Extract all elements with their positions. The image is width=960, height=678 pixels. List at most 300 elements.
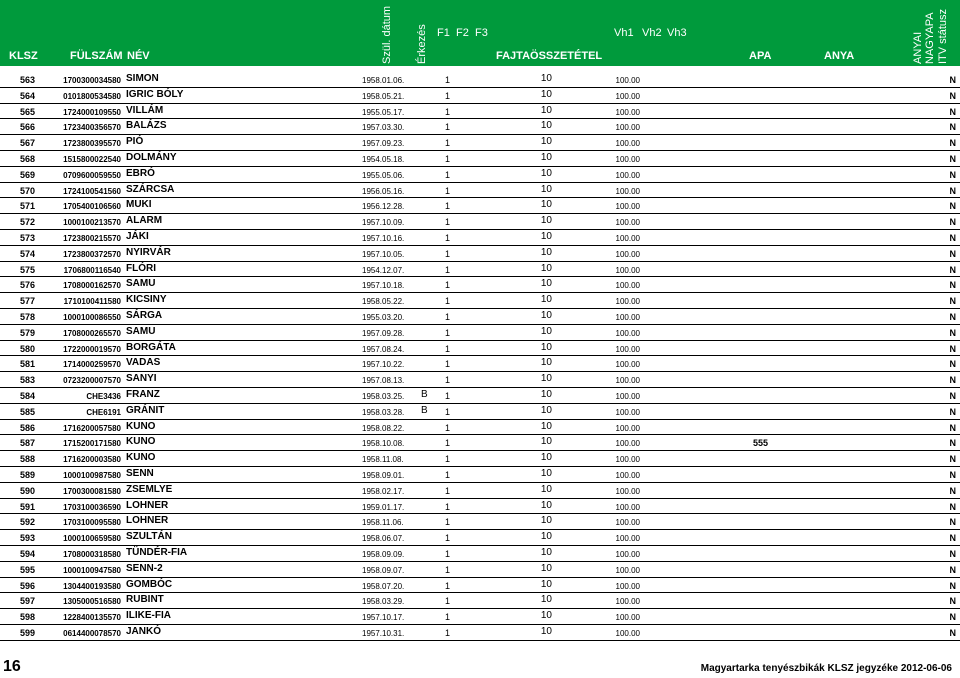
table-row	[0, 562, 960, 578]
table-row	[0, 499, 960, 515]
table-row	[0, 467, 960, 483]
table-row	[0, 404, 960, 420]
cell-szul-datum: 1957.10.22.	[362, 360, 405, 370]
cell-percent: 100.00	[615, 170, 640, 180]
cell-fulszam: 1000100987580	[63, 470, 121, 480]
cell-f1: 1	[444, 217, 450, 228]
cell-nev: KUNO	[126, 452, 156, 464]
cell-itv: N	[949, 201, 956, 212]
cell-fajta: 10	[540, 73, 552, 84]
cell-nev: NYIRVÁR	[126, 246, 171, 258]
cell-fajta: 10	[540, 151, 552, 163]
header-vh3: Vh3	[667, 27, 687, 39]
cell-f1: 1	[444, 485, 450, 496]
cell-f1: 1	[444, 248, 450, 259]
cell-f1: 1	[444, 501, 450, 512]
cell-f1: 1	[444, 596, 450, 607]
cell-fulszam: 0101800534580	[63, 91, 121, 101]
table-row	[0, 104, 960, 120]
cell-percent: 100.00	[615, 597, 640, 607]
cell-seq: 588	[19, 454, 35, 465]
table-row	[0, 72, 960, 88]
cell-percent: 100.00	[615, 265, 640, 275]
table-row	[0, 325, 960, 341]
cell-fulszam: 1705400106560	[63, 202, 121, 212]
cell-szul-datum: 1958.09.01.	[362, 470, 405, 480]
cell-seq: 583	[19, 375, 35, 386]
cell-itv: N	[949, 627, 956, 638]
cell-fajta: 10	[540, 199, 552, 211]
cell-f1: 1	[444, 406, 450, 417]
cell-itv: N	[949, 296, 956, 307]
cell-f1: 1	[444, 327, 450, 338]
cell-fulszam: 1703100095580	[63, 518, 121, 528]
cell-seq: 573	[19, 232, 35, 243]
cell-f1: 1	[444, 517, 450, 528]
cell-szul-datum: 1958.09.09.	[362, 549, 405, 559]
cell-percent: 100.00	[615, 218, 640, 228]
table-row	[0, 609, 960, 625]
cell-f1: 1	[444, 612, 450, 623]
header-fulszam: FÜLSZÁM	[70, 50, 123, 62]
cell-szul-datum: 1955.05.06.	[362, 170, 405, 180]
cell-nev: SENN	[126, 467, 154, 479]
cell-itv: N	[949, 517, 956, 528]
table-row	[0, 262, 960, 278]
cell-percent: 100.00	[615, 455, 640, 465]
cell-seq: 591	[19, 501, 35, 512]
cell-f1: 1	[444, 375, 450, 386]
table-row	[0, 514, 960, 530]
cell-szul-datum: 1957.08.24.	[362, 344, 405, 354]
cell-f1: 1	[444, 75, 450, 85]
cell-itv: N	[949, 406, 956, 417]
cell-itv: N	[949, 138, 956, 149]
cell-percent: 100.00	[615, 407, 640, 417]
cell-szul-datum: 1957.09.23.	[362, 139, 405, 149]
cell-itv: N	[949, 548, 956, 559]
cell-itv: N	[949, 343, 956, 354]
cell-itv: N	[949, 185, 956, 196]
cell-seq: 578	[19, 311, 35, 322]
table-row	[0, 277, 960, 293]
table-row	[0, 356, 960, 372]
cell-szul-datum: 1956.05.16.	[362, 186, 405, 196]
cell-itv: N	[949, 264, 956, 275]
table-row	[0, 167, 960, 183]
cell-szul-datum: 1958.02.17.	[362, 486, 405, 496]
cell-szul-datum: 1958.06.07.	[362, 534, 405, 544]
header-f1: F1	[437, 27, 450, 39]
cell-fulszam: 1716200057580	[63, 423, 121, 433]
cell-percent: 100.00	[615, 328, 640, 338]
cell-szul-datum: 1955.05.17.	[362, 107, 405, 117]
cell-itv: N	[949, 169, 956, 180]
cell-fulszam: CHE6191	[86, 407, 121, 417]
cell-percent: 100.00	[615, 76, 640, 85]
cell-fulszam: 1724000109550	[63, 107, 121, 117]
table-row	[0, 183, 960, 199]
cell-nev: GOMBÓC	[126, 578, 173, 590]
cell-szul-datum: 1958.09.07.	[362, 565, 405, 575]
cell-fulszam: 0723200007570	[63, 376, 121, 386]
cell-itv: N	[949, 327, 956, 338]
cell-seq: 565	[19, 106, 35, 117]
cell-f1: 1	[444, 122, 450, 133]
cell-nev: ZSEMLYE	[126, 483, 173, 495]
cell-itv: N	[949, 311, 956, 322]
cell-fajta: 10	[540, 467, 552, 479]
cell-fulszam: 0614400078570	[63, 628, 121, 638]
cell-nev: BALÁZS	[126, 120, 167, 132]
cell-seq: 563	[19, 75, 35, 85]
cell-nev: SANYI	[126, 373, 157, 385]
cell-percent: 100.00	[615, 154, 640, 164]
table-row	[0, 341, 960, 357]
table-row	[0, 388, 960, 404]
cell-szul-datum: 1958.08.22.	[362, 423, 405, 433]
cell-fajta: 10	[540, 167, 552, 179]
cell-nev: FLÓRI	[126, 262, 156, 274]
cell-fulszam: CHE3436	[86, 391, 121, 401]
cell-itv: N	[949, 280, 956, 291]
table-row	[0, 530, 960, 546]
cell-szul-datum: 1957.03.30.	[362, 123, 405, 133]
cell-nev: IGRIC BÓLY	[126, 88, 184, 100]
cell-nev: VILLÁM	[126, 104, 164, 116]
cell-percent: 100.00	[615, 439, 640, 449]
cell-nev: ALARM	[126, 215, 163, 227]
cell-fulszam: 1228400135570	[63, 613, 121, 623]
cell-szul-datum: 1958.10.08.	[362, 439, 405, 449]
cell-seq: 596	[19, 580, 35, 591]
cell-seq: 586	[19, 422, 35, 433]
cell-nev: KICSINY	[126, 294, 167, 306]
cell-fulszam: 1305000516580	[63, 597, 121, 607]
cell-nev: SZÁRCSA	[126, 183, 175, 195]
cell-percent: 100.00	[615, 360, 640, 370]
cell-seq: 567	[19, 138, 35, 149]
cell-f1: 1	[444, 627, 450, 638]
table-row	[0, 483, 960, 499]
cell-seq: 572	[19, 217, 35, 228]
cell-nev: RUBINT	[126, 594, 164, 606]
cell-seq: 599	[19, 627, 35, 638]
cell-fulszam: 1706800116540	[63, 265, 121, 275]
table-row	[0, 88, 960, 104]
cell-szul-datum: 1956.12.28.	[362, 202, 405, 212]
cell-szul-datum: 1957.10.05.	[362, 249, 405, 259]
cell-fajta: 10	[540, 610, 552, 622]
cell-fulszam: 1000100659580	[63, 534, 121, 544]
cell-percent: 100.00	[615, 91, 640, 101]
cell-fulszam: 1723800372570	[63, 249, 121, 259]
cell-f1: 1	[444, 454, 450, 465]
cell-seq: 571	[19, 201, 35, 212]
header-nev: NÉV	[127, 50, 150, 62]
cell-nev: KUNO	[126, 436, 156, 448]
cell-percent: 100.00	[615, 549, 640, 559]
cell-szul-datum: 1954.05.18.	[362, 154, 405, 164]
cell-f1: 1	[444, 90, 450, 101]
cell-fajta: 10	[540, 483, 552, 495]
cell-apa: 555	[752, 438, 768, 449]
cell-fulszam: 1708000162570	[63, 281, 121, 291]
cell-seq: 594	[19, 548, 35, 559]
cell-fajta: 10	[540, 230, 552, 242]
cell-szul-datum: 1957.10.17.	[362, 613, 405, 623]
table-row	[0, 198, 960, 214]
cell-percent: 100.00	[615, 518, 640, 528]
cell-itv: N	[949, 469, 956, 480]
cell-nev: LOHNER	[126, 499, 169, 511]
cell-seq: 569	[19, 169, 35, 180]
cell-fulszam: 1723800215570	[63, 233, 121, 243]
table-row	[0, 593, 960, 609]
cell-szul-datum: 1958.11.08.	[362, 455, 404, 465]
table-row	[0, 309, 960, 325]
cell-f1: 1	[444, 548, 450, 559]
cell-percent: 100.00	[615, 281, 640, 291]
cell-fajta: 10	[540, 388, 552, 400]
cell-seq: 568	[19, 153, 35, 164]
cell-itv: N	[949, 501, 956, 512]
cell-fulszam: 1716200003580	[63, 455, 121, 465]
cell-nev: GRÁNIT	[126, 404, 165, 416]
cell-f1: 1	[444, 422, 450, 433]
cell-percent: 100.00	[615, 613, 640, 623]
cell-percent: 100.00	[615, 202, 640, 212]
cell-itv: N	[949, 454, 956, 465]
cell-fajta: 10	[540, 294, 552, 306]
cell-percent: 100.00	[615, 423, 640, 433]
cell-fajta: 10	[540, 531, 552, 543]
cell-nev: VADAS	[126, 357, 161, 369]
cell-seq: 564	[19, 90, 35, 101]
cell-percent: 100.00	[615, 139, 640, 149]
cell-szul-datum: 1958.07.20.	[362, 581, 405, 591]
table-row	[0, 151, 960, 167]
cell-fajta: 10	[540, 215, 552, 227]
cell-nev: SAMU	[126, 325, 156, 337]
cell-percent: 100.00	[615, 534, 640, 544]
cell-fajta: 10	[540, 546, 552, 558]
cell-percent: 100.00	[615, 233, 640, 243]
cell-szul-datum: 1957.10.18.	[362, 281, 405, 291]
cell-itv: N	[949, 390, 956, 401]
cell-seq: 584	[19, 390, 35, 401]
table-row	[0, 214, 960, 230]
cell-f1: 1	[444, 580, 450, 591]
cell-fulszam: 1708000318580	[63, 549, 121, 559]
cell-nev: JÁKI	[126, 230, 149, 242]
cell-fajta: 10	[540, 578, 552, 590]
cell-f1: 1	[444, 296, 450, 307]
cell-fulszam: 1710100411580	[63, 297, 121, 307]
cell-f1: 1	[444, 169, 450, 180]
cell-erkezes: B	[421, 404, 428, 416]
cell-itv: N	[949, 75, 956, 85]
cell-f1: 1	[444, 469, 450, 480]
cell-fulszam: 1700300081580	[63, 486, 121, 496]
cell-nev: SAMU	[126, 278, 156, 290]
cell-itv: N	[949, 90, 956, 101]
header-apa: APA	[749, 50, 772, 62]
cell-seq: 574	[19, 248, 35, 259]
cell-seq: 597	[19, 596, 35, 607]
cell-fulszam: 1722000019570	[63, 344, 121, 354]
cell-f1: 1	[444, 185, 450, 196]
cell-itv: N	[949, 438, 956, 449]
cell-seq: 580	[19, 343, 35, 354]
cell-fajta: 10	[540, 278, 552, 290]
cell-seq: 592	[19, 517, 35, 528]
cell-szul-datum: 1958.03.25.	[362, 391, 405, 401]
cell-fulszam: 1715200171580	[63, 439, 121, 449]
cell-fajta: 10	[540, 404, 552, 416]
cell-f1: 1	[444, 359, 450, 370]
header-itv-statusz: ITV státusz	[937, 8, 949, 64]
cell-seq: 593	[19, 533, 35, 544]
table-row	[0, 420, 960, 436]
cell-szul-datum: 1957.09.28.	[362, 328, 405, 338]
cell-percent: 100.00	[615, 470, 640, 480]
cell-fulszam: 1708000265570	[63, 328, 121, 338]
cell-itv: N	[949, 533, 956, 544]
cell-percent: 100.00	[615, 297, 640, 307]
cell-erkezes: B	[421, 388, 428, 400]
cell-fajta: 10	[540, 246, 552, 258]
cell-f1: 1	[444, 201, 450, 212]
cell-f1: 1	[444, 390, 450, 401]
table-row	[0, 119, 960, 135]
cell-fajta: 10	[540, 373, 552, 385]
cell-fajta: 10	[540, 562, 552, 574]
cell-fulszam: 1000100213570	[63, 218, 121, 228]
cell-fajta: 10	[540, 341, 552, 353]
cell-f1: 1	[444, 311, 450, 322]
cell-nev: EBRÓ	[126, 167, 155, 179]
cell-seq: 590	[19, 485, 35, 496]
cell-fajta: 10	[540, 436, 552, 448]
cell-fulszam: 1000100947580	[63, 565, 121, 575]
cell-seq: 587	[19, 438, 35, 449]
cell-szul-datum: 1958.01.06.	[362, 76, 405, 85]
cell-itv: N	[949, 612, 956, 623]
cell-nev: SENN-2	[126, 562, 163, 574]
cell-fajta: 10	[540, 625, 552, 637]
cell-szul-datum: 1955.03.20.	[362, 312, 405, 322]
cell-seq: 585	[19, 406, 35, 417]
cell-itv: N	[949, 375, 956, 386]
cell-nev: KUNO	[126, 420, 156, 432]
cell-szul-datum: 1958.03.28.	[362, 407, 405, 417]
cell-nev: ILIKE-FIA	[126, 610, 171, 622]
cell-percent: 100.00	[615, 123, 640, 133]
cell-szul-datum: 1957.08.13.	[362, 376, 405, 386]
table-row	[0, 546, 960, 562]
cell-seq: 577	[19, 296, 35, 307]
cell-f1: 1	[444, 232, 450, 243]
cell-percent: 100.00	[615, 107, 640, 117]
cell-percent: 100.00	[615, 391, 640, 401]
cell-nev: SZULTÁN	[126, 531, 172, 543]
cell-f1: 1	[444, 153, 450, 164]
cell-fajta: 10	[540, 88, 552, 100]
cell-nev: SÁRGA	[126, 309, 163, 321]
cell-nev: TÜNDÉR-FIA	[126, 546, 188, 558]
cell-fajta: 10	[540, 499, 552, 511]
table-row	[0, 451, 960, 467]
table-row	[0, 135, 960, 151]
cell-fulszam: 1724100541560	[63, 186, 121, 196]
cell-f1: 1	[444, 106, 450, 117]
cell-seq: 570	[19, 185, 35, 196]
cell-fajta: 10	[540, 104, 552, 116]
cell-nev: DOLMÁNY	[126, 151, 177, 163]
cell-percent: 100.00	[615, 249, 640, 259]
cell-fulszam: 1723400356570	[63, 123, 121, 133]
cell-f1: 1	[444, 343, 450, 354]
cell-f1: 1	[444, 438, 450, 449]
cell-fajta: 10	[540, 515, 552, 527]
cell-itv: N	[949, 248, 956, 259]
table-row	[0, 625, 960, 641]
cell-fajta: 10	[540, 120, 552, 132]
cell-f1: 1	[444, 264, 450, 275]
cell-fajta: 10	[540, 136, 552, 148]
cell-fulszam: 1723800395570	[63, 139, 121, 149]
cell-nev: BORGÁTA	[126, 341, 176, 353]
cell-itv: N	[949, 106, 956, 117]
cell-seq: 566	[19, 122, 35, 133]
cell-fajta: 10	[540, 452, 552, 464]
cell-fulszam: 1515800022540	[63, 154, 121, 164]
cell-szul-datum: 1958.11.06.	[362, 518, 404, 528]
cell-fajta: 10	[540, 262, 552, 274]
cell-f1: 1	[444, 533, 450, 544]
cell-fajta: 10	[540, 420, 552, 432]
header-erkezes: Érkezés	[416, 24, 428, 64]
cell-szul-datum: 1957.10.09.	[362, 218, 405, 228]
cell-szul-datum: 1958.03.29.	[362, 597, 405, 607]
cell-szul-datum: 1957.10.16.	[362, 233, 405, 243]
cell-percent: 100.00	[615, 502, 640, 512]
cell-percent: 100.00	[615, 344, 640, 354]
cell-itv: N	[949, 359, 956, 370]
cell-nev: JANKÓ	[126, 625, 162, 637]
table-row	[0, 372, 960, 388]
cell-itv: N	[949, 485, 956, 496]
cell-itv: N	[949, 564, 956, 575]
cell-percent: 100.00	[615, 312, 640, 322]
table-row	[0, 246, 960, 262]
cell-fulszam: 0709600059550	[63, 170, 121, 180]
header-fajtaosszetetel: FAJTAÖSSZETÉTEL	[496, 50, 603, 62]
page-number: 16	[3, 658, 21, 675]
cell-percent: 100.00	[615, 565, 640, 575]
cell-seq: 575	[19, 264, 35, 275]
cell-percent: 100.00	[615, 186, 640, 196]
cell-f1: 1	[444, 280, 450, 291]
header-anya: ANYA	[824, 50, 855, 62]
cell-seq: 598	[19, 612, 35, 623]
cell-szul-datum: 1957.10.31.	[362, 628, 405, 638]
cell-nev: PIÓ	[126, 136, 144, 148]
cell-fulszam: 1714000259570	[63, 360, 121, 370]
cell-itv: N	[949, 232, 956, 243]
cell-itv: N	[949, 580, 956, 591]
